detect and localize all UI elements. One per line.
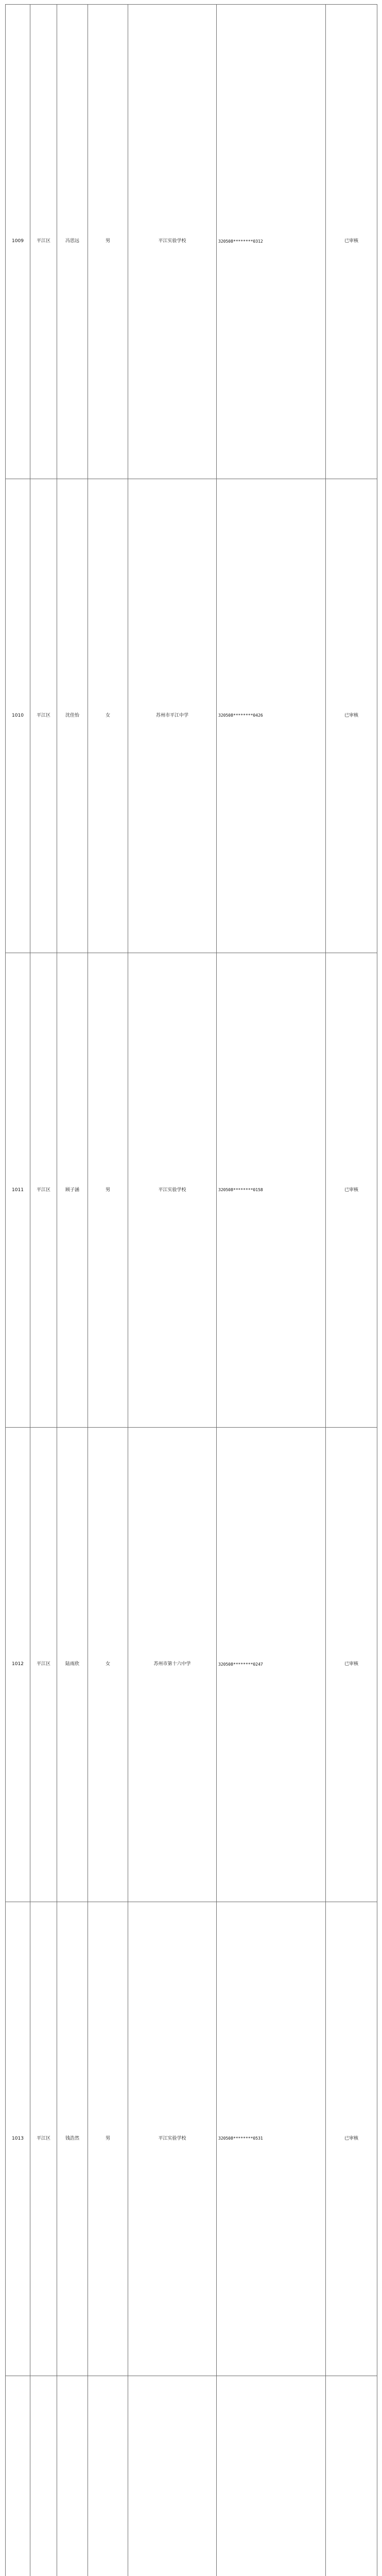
school-cell: 平江实验学校 (128, 1902, 217, 2376)
note-cell: 已审核 (326, 479, 377, 953)
school-cell: 平江实验学校 (128, 953, 217, 1428)
school-cell (128, 2376, 217, 2576)
table-row (6, 1427, 377, 1902)
sex-cell: 男 (88, 953, 128, 1428)
note-cell: 已审核 (326, 1427, 377, 1902)
note-cell: 已审核 (326, 5, 377, 479)
table-row (6, 2376, 377, 2576)
school-cell: 平江实验学校 (128, 5, 217, 479)
table-row (6, 953, 377, 1428)
student-name-cell (57, 2376, 88, 2576)
table-row (6, 1902, 377, 2376)
student-name-cell: 钱浩然 (57, 1902, 88, 2376)
roster-rows (6, 5, 377, 2576)
table-row (6, 479, 377, 953)
district-cell: 平江区 (30, 1902, 57, 2376)
id-number-cell (217, 2376, 326, 2576)
district-cell: 平江区 (30, 5, 57, 479)
id-number-cell: 320508********0247 (217, 1427, 326, 1902)
id-number-cell: 320508********0531 (217, 1902, 326, 2376)
roster-table (5, 4, 377, 2576)
row-number: 1010 (6, 479, 30, 953)
sex-cell (88, 2376, 128, 2576)
district-cell: 平江区 (30, 1427, 57, 1902)
sex-cell: 女 (88, 479, 128, 953)
note-cell (326, 2376, 377, 2576)
student-name-cell: 冯思远 (57, 5, 88, 479)
sex-cell: 女 (88, 1427, 128, 1902)
row-number: 1013 (6, 1902, 30, 2376)
district-cell (30, 2376, 57, 2576)
school-cell: 苏州市平江中学 (128, 479, 217, 953)
school-cell: 苏州市第十六中学 (128, 1427, 217, 1902)
district-cell: 平江区 (30, 479, 57, 953)
student-name-cell: 陆雨欣 (57, 1427, 88, 1902)
sex-cell: 男 (88, 1902, 128, 2376)
student-name-cell: 沈佳怡 (57, 479, 88, 953)
sex-cell: 男 (88, 5, 128, 479)
id-number-cell: 320508********0158 (217, 953, 326, 1428)
student-name-cell: 顾子涵 (57, 953, 88, 1428)
id-number-cell: 320508********0312 (217, 5, 326, 479)
row-number: 1012 (6, 1427, 30, 1902)
row-number (6, 2376, 30, 2576)
district-cell: 平江区 (30, 953, 57, 1428)
id-number-cell: 320508********0426 (217, 479, 326, 953)
note-cell: 已审核 (326, 1902, 377, 2376)
note-cell: 已审核 (326, 953, 377, 1428)
row-number: 1009 (6, 5, 30, 479)
table-row (6, 5, 377, 479)
row-number: 1011 (6, 953, 30, 1428)
